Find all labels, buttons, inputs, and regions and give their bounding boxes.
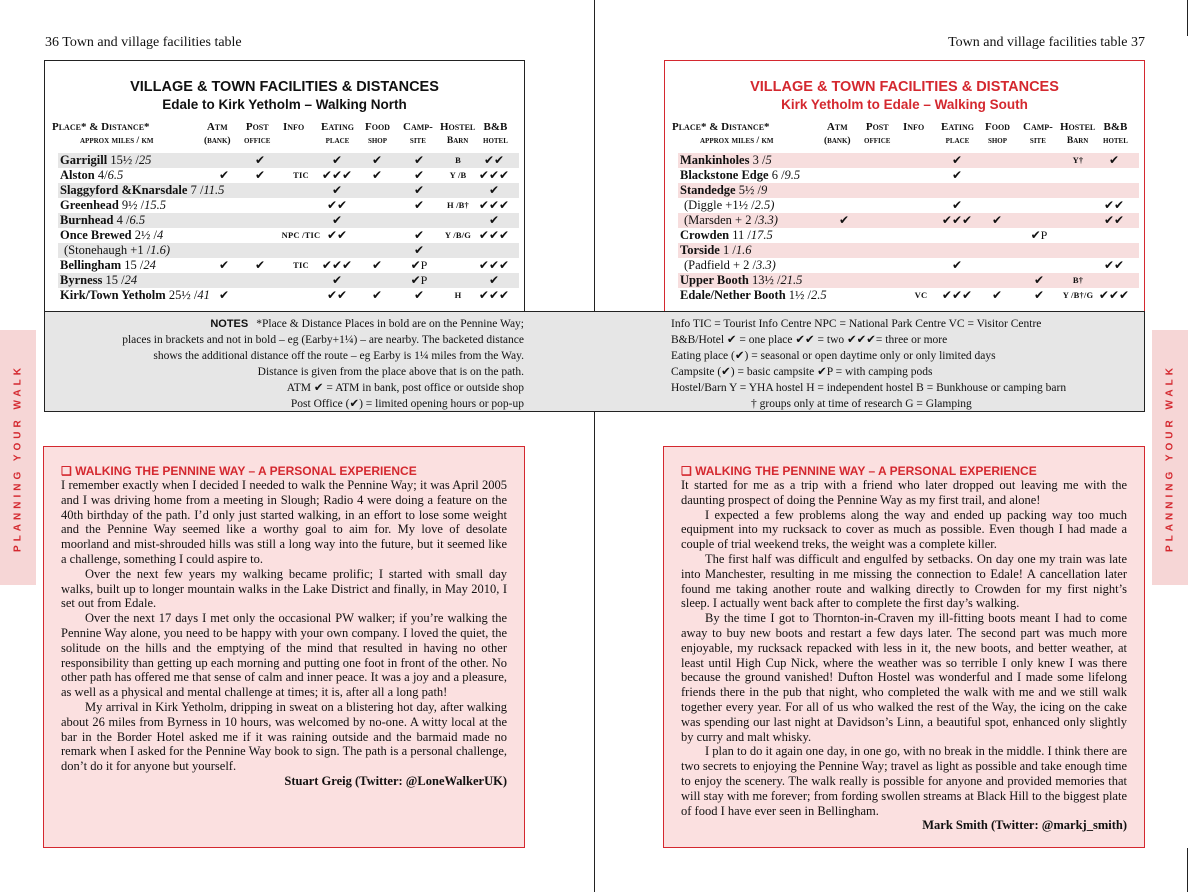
place-name: Edale/Nether Booth bbox=[680, 288, 786, 302]
story-paragraph: The first half was difficult and engulfed by setbacks. On day one my train was late into Manchester, resulting in me missing the connection to Edale! A cancellation later found me taking another route and walking directly to Crowden for my first night’s sleep. I actually went back after to complete the first day’s walking. bbox=[681, 551, 1127, 611]
notes-line: † groups only at time of research G = Glamping bbox=[751, 398, 972, 410]
facility-cell: ✔ bbox=[991, 213, 1003, 227]
header-line: place bbox=[325, 136, 350, 146]
place-cell bbox=[60, 288, 210, 303]
notes-line: Campsite (✔) = basic campsite ✔P = with camping pods bbox=[671, 366, 933, 378]
story-paragraph: I remember exactly when I decided I needed to walk the Pennine Way; it was April 2005 and I was driving home from a meeting in Slough; Radio 4 were doing a feature on the 40th birthday of the path. I’d only just started walking, in an effort to lose some weight and the Pennine Way seemed like a worthy goal to aim for. My love of desolate moorland and mist-shrouded hills was still a long way into the future, but it seemed like a challenge, something I could aspire to. bbox=[61, 478, 507, 566]
table-row bbox=[678, 243, 1139, 258]
table-row bbox=[58, 168, 519, 183]
facility-cell: ✔ bbox=[371, 288, 383, 302]
distance-miles: 15 / bbox=[121, 258, 144, 272]
place-name: Standedge bbox=[680, 183, 736, 197]
place-cell bbox=[680, 153, 772, 168]
distance-miles: 4 / bbox=[113, 213, 130, 227]
notes-line: shows the additional distance off the route – eg Earby is 1¼ miles from the Way. bbox=[153, 350, 524, 362]
facility-cell: Y /B bbox=[449, 170, 467, 180]
header-bnb bbox=[1103, 120, 1128, 148]
header-line: Info bbox=[283, 121, 305, 133]
place-name: Bellingham bbox=[60, 258, 122, 272]
facility-cell: ✔ bbox=[218, 288, 230, 302]
header-line: Atm bbox=[826, 121, 848, 133]
notes-line: Info TIC = Tourist Info Centre NPC = National Park Centre VC = Visitor Centre bbox=[671, 318, 1042, 330]
facility-cell: ✔ bbox=[951, 153, 963, 167]
place-name: Upper Booth bbox=[680, 273, 749, 287]
header-line: Eating bbox=[941, 121, 974, 133]
table-row bbox=[678, 198, 1139, 213]
notes-line: *Place & Distance Places in bold are on the Pennine Way; bbox=[256, 318, 524, 330]
header-camp bbox=[1023, 120, 1053, 148]
distance-km: 41 bbox=[197, 288, 210, 302]
place-name: Kirk/Town Yetholm bbox=[60, 288, 166, 302]
distance-miles: 13½ / bbox=[748, 273, 781, 287]
notes-line: ATM ✔ = ATM in bank, post office or outside shop bbox=[286, 382, 524, 394]
facility-cell: ✔ bbox=[413, 153, 425, 167]
distance-km: 25 bbox=[138, 153, 152, 167]
header-line: site bbox=[409, 136, 426, 146]
facility-cell: ✔✔✔ bbox=[321, 168, 353, 182]
table-row bbox=[58, 198, 519, 213]
table-subtitle: Kirk Yetholm to Edale – Walking South bbox=[781, 97, 1028, 112]
header-post bbox=[864, 120, 890, 148]
header-line: approx miles / km bbox=[80, 136, 154, 146]
place-cell bbox=[684, 213, 778, 228]
facilities-table-north bbox=[44, 60, 525, 312]
distance-miles: 2½ / bbox=[131, 228, 157, 242]
table-row bbox=[58, 153, 519, 168]
facility-cell: ✔ bbox=[838, 213, 850, 227]
table-row bbox=[678, 273, 1139, 288]
facility-cell: ✔ bbox=[488, 273, 500, 287]
header-line: Atm bbox=[206, 121, 228, 133]
distance-km: 17.5 bbox=[750, 228, 773, 242]
facility-cell: ✔ bbox=[254, 168, 266, 182]
header-line: Place* & Distance* bbox=[672, 121, 770, 133]
facility-cell: ✔✔✔ bbox=[478, 198, 510, 212]
place-name: (Stonehaugh +1 / bbox=[64, 243, 151, 257]
facility-cell: ✔P bbox=[1030, 228, 1048, 242]
header-line: B&B bbox=[483, 121, 508, 133]
place-cell bbox=[60, 168, 123, 183]
facility-cell: ✔ bbox=[331, 213, 343, 227]
facility-cell: ✔✔✔ bbox=[321, 258, 353, 272]
header-atm bbox=[824, 120, 851, 148]
story-paragraph: Over the next 17 days I met only the occasional PW walker; if you’re walking the Pennine Way alone, you need to be happy with your own company. I loved the quiet, the solitude on the hills and the emptying of the mind that resulted in having no other responsibility than getting up each morning and putting one foot in front of the other. No other path has offered me that sense of calm and inner peace. It was a joy and a pleasure, as well as a physical and mental challenge at times; it is, after all a long path! bbox=[61, 611, 507, 700]
distance-km: 9 bbox=[760, 183, 768, 197]
distance-km: 15.5 bbox=[144, 198, 167, 212]
story-paragraph: My arrival in Kirk Yetholm, dripping in sweat on a blistering hot day, after walking about 26 miles from Byrness in 10 hours, was welcomed by no-one. A witty local at the bar in the Border Hotel asked me if it was raining outside and the barmaid made no remark when I asked for the Pennine Way book to sign. The path is a personal challenge, don’t do it for anyone but yourself. bbox=[61, 699, 507, 774]
notes-line: Distance is given from the place above that is on the path. bbox=[257, 366, 524, 378]
facility-cell: B† bbox=[1072, 275, 1084, 285]
header-line: site bbox=[1029, 136, 1046, 146]
place-name: Byrness bbox=[60, 273, 103, 287]
distance-miles: 1 / bbox=[719, 243, 736, 257]
place-cell bbox=[60, 258, 156, 273]
story-title: ❏ WALKING THE PENNINE WAY – A PERSONAL EXPERIENCE bbox=[681, 464, 1037, 478]
header-post bbox=[244, 120, 270, 148]
header-line: Barn bbox=[1066, 136, 1089, 146]
table-row bbox=[678, 168, 1139, 183]
place-cell bbox=[684, 258, 776, 273]
table-title: VILLAGE & TOWN FACILITIES & DISTANCES bbox=[130, 79, 439, 95]
notes-panel bbox=[44, 311, 1145, 412]
place-name: (Marsden + 2 / bbox=[684, 213, 759, 227]
distance-km: 21.5 bbox=[780, 273, 803, 287]
running-head-left: 36 Town and village facilities table bbox=[45, 35, 242, 50]
place-cell bbox=[60, 153, 151, 168]
place-cell bbox=[60, 228, 163, 243]
table-row bbox=[58, 183, 519, 198]
facility-cell: Y /B†/G bbox=[1062, 290, 1094, 300]
table-title: VILLAGE & TOWN FACILITIES & DISTANCES bbox=[750, 79, 1059, 95]
facility-cell: ✔✔✔ bbox=[478, 258, 510, 272]
facility-cell: ✔ bbox=[371, 153, 383, 167]
facility-cell: ✔✔✔ bbox=[941, 213, 973, 227]
facility-cell: TIC bbox=[293, 170, 309, 180]
header-eating bbox=[321, 120, 354, 148]
table-row bbox=[678, 228, 1139, 243]
distance-km: 1.6 bbox=[735, 243, 752, 257]
header-bnb bbox=[483, 120, 508, 148]
header-line: Camp- bbox=[1023, 121, 1053, 133]
side-tab-left bbox=[0, 330, 36, 585]
header-camp bbox=[403, 120, 433, 148]
notes-line: places in brackets and not in bold – eg (Earby+1¼) – are nearby. The backeted distance bbox=[122, 334, 524, 346]
place-name: Greenhead bbox=[60, 198, 119, 212]
facility-cell: ✔ bbox=[488, 183, 500, 197]
side-tab-label: PLANNING YOUR WALK bbox=[1164, 363, 1176, 552]
place-name: Blackstone Edge bbox=[680, 168, 769, 182]
story-paragraph: Over the next few years my walking became prolific; I started with small day walks, built up to longer mountain walks in the Lake District and finally, in May 2010, I set out from Edale. bbox=[61, 566, 507, 611]
header-place bbox=[52, 120, 154, 148]
place-name: Mankinholes bbox=[680, 153, 750, 167]
distance-miles: 6 / bbox=[768, 168, 785, 182]
facility-cell: ✔✔ bbox=[1103, 213, 1125, 227]
facility-cell: ✔ bbox=[254, 153, 266, 167]
header-hostel bbox=[440, 120, 475, 148]
facility-cell: ✔✔ bbox=[326, 198, 348, 212]
facility-cell: ✔ bbox=[951, 168, 963, 182]
facility-cell: ✔✔✔ bbox=[478, 168, 510, 182]
place-cell bbox=[680, 243, 751, 258]
facility-cell: ✔ bbox=[331, 273, 343, 287]
header-line: approx miles / km bbox=[700, 136, 774, 146]
table-row bbox=[58, 273, 519, 288]
header-line: place bbox=[945, 136, 970, 146]
notes-left bbox=[45, 316, 524, 412]
place-cell bbox=[680, 288, 827, 303]
place-name: Alston bbox=[60, 168, 95, 182]
table-rows bbox=[678, 153, 1139, 303]
facility-cell: ✔P bbox=[410, 273, 428, 287]
side-tab-label: PLANNING YOUR WALK bbox=[12, 363, 24, 552]
header-line: shop bbox=[367, 136, 387, 146]
notes-line: B&B/Hotel ✔ = one place ✔✔ = two ✔✔✔= three or more bbox=[671, 334, 948, 346]
place-name: Once Brewed bbox=[60, 228, 132, 242]
place-cell bbox=[684, 198, 774, 213]
header-atm bbox=[204, 120, 231, 148]
distance-miles: 15½ / bbox=[107, 153, 139, 167]
header-line: Barn bbox=[446, 136, 469, 146]
header-place bbox=[672, 120, 774, 148]
distance-km: 6.5 bbox=[107, 168, 124, 182]
header-line: Post bbox=[865, 121, 889, 133]
facility-cell: TIC bbox=[293, 260, 309, 270]
place-cell bbox=[64, 243, 170, 258]
facility-cell: ✔ bbox=[413, 288, 425, 302]
facility-cell: ✔ bbox=[371, 168, 383, 182]
story-body bbox=[681, 478, 1127, 833]
facility-cell: ✔ bbox=[413, 198, 425, 212]
header-line: Place* & Distance* bbox=[52, 121, 150, 133]
facility-cell: ✔ bbox=[1033, 273, 1045, 287]
facility-cell: H /B† bbox=[446, 200, 470, 210]
facility-cell: ✔ bbox=[254, 258, 266, 272]
table-row bbox=[58, 243, 519, 258]
table-row bbox=[58, 288, 519, 303]
distance-miles: 9½ / bbox=[118, 198, 145, 212]
header-line: Post bbox=[245, 121, 269, 133]
table-row bbox=[58, 213, 519, 228]
place-name: Garrigill bbox=[60, 153, 108, 167]
place-cell bbox=[60, 273, 137, 288]
place-cell bbox=[680, 168, 800, 183]
header-hostel bbox=[1060, 120, 1095, 148]
notes-title: NOTES bbox=[210, 318, 249, 330]
distance-miles: 7 / bbox=[187, 183, 204, 197]
facility-cell: ✔ bbox=[413, 228, 425, 242]
notes-line: Hostel/Barn Y = YHA hostel H = independent hostel B = Bunkhouse or camping barn bbox=[671, 382, 1067, 394]
facility-cell: ✔✔ bbox=[326, 288, 348, 302]
facility-cell: VC bbox=[914, 290, 928, 300]
story-paragraph: It started for me as a trip with a friend who later dropped out leaving me with the daunting prospect of doing the Pennine Way as my first trail, and alone! bbox=[681, 478, 1127, 507]
header-food bbox=[985, 120, 1010, 148]
facility-cell: ✔ bbox=[331, 183, 343, 197]
place-name: Torside bbox=[680, 243, 720, 257]
distance-km: 5 bbox=[765, 153, 772, 167]
page-edge bbox=[1187, 848, 1188, 892]
distance-km: 6.5 bbox=[129, 213, 146, 227]
notes-right bbox=[671, 316, 1141, 412]
distance-miles: 4/ bbox=[94, 168, 108, 182]
personal-experience-box-right bbox=[663, 446, 1145, 848]
header-eating bbox=[941, 120, 974, 148]
story-signature: Stuart Greig (Twitter: @LoneWalkerUK) bbox=[284, 773, 507, 788]
story-title: ❏ WALKING THE PENNINE WAY – A PERSONAL EXPERIENCE bbox=[61, 464, 417, 478]
story-body bbox=[61, 478, 507, 789]
place-cell bbox=[60, 183, 224, 198]
distance-miles: 3 / bbox=[749, 153, 766, 167]
header-line: hotel bbox=[1103, 136, 1128, 146]
place-cell bbox=[680, 228, 773, 243]
facility-cell: ✔ bbox=[991, 288, 1003, 302]
table-row bbox=[678, 153, 1139, 168]
story-paragraph: By the time I got to Thornton-in-Craven my ill-fitting boots meant I had to come away to buy new boots and restart a few days later. The second part was much more enjoyable, my rucksack repacked with less in it, the new boots, and better weather, at least until High Cup Nick, where the weather was so terrible I only knew I was there because the ground vanished! Dufton Hostel was wonderful and I made some lifelong friends there in the pub that night, who completed the walk with me and we still walk together every year. For all of us who walked the rest of the Way, the icing on the cake was spending our last night at Davidson’s Linn, a beautiful spot, enhanced only slightly by curry and malt whisky. bbox=[681, 611, 1127, 744]
distance-miles: 5½ / bbox=[735, 183, 761, 197]
place-name: Slaggyford &Knarsdale bbox=[60, 183, 188, 197]
running-head-right: Town and village facilities table 37 bbox=[948, 35, 1145, 50]
header-line: Info bbox=[903, 121, 925, 133]
facility-cell: ✔ bbox=[951, 198, 963, 212]
place-cell bbox=[60, 198, 166, 213]
header-food bbox=[365, 120, 390, 148]
header-line: Food bbox=[365, 121, 390, 133]
facility-cell: ✔ bbox=[218, 168, 230, 182]
personal-experience-box-left bbox=[43, 446, 525, 848]
table-row bbox=[58, 258, 519, 273]
facility-cell: Y† bbox=[1072, 155, 1084, 165]
header-info bbox=[283, 120, 304, 134]
header-line: (bank) bbox=[824, 136, 851, 146]
distance-km: 1.6) bbox=[150, 243, 171, 257]
header-line: Food bbox=[985, 121, 1010, 133]
facility-cell: ✔P bbox=[410, 258, 428, 272]
facilities-table-south bbox=[664, 60, 1145, 312]
notes-line: Post Office (✔) = limited opening hours or pop-up bbox=[290, 398, 524, 410]
table-row bbox=[678, 213, 1139, 228]
distance-km: 3.3) bbox=[758, 213, 778, 227]
place-cell bbox=[680, 183, 767, 198]
page-edge bbox=[1187, 0, 1188, 36]
table-row bbox=[678, 258, 1139, 273]
facility-cell: ✔✔ bbox=[1103, 258, 1125, 272]
table-row bbox=[678, 183, 1139, 198]
facility-cell: ✔✔✔ bbox=[1098, 288, 1130, 302]
facility-cell: ✔ bbox=[1033, 288, 1045, 302]
distance-miles: 15 / bbox=[102, 273, 125, 287]
place-name: Burnhead bbox=[60, 213, 114, 227]
place-name: (Diggle +1½ / bbox=[684, 198, 755, 212]
facility-cell: NPC /TIC bbox=[281, 230, 321, 240]
header-line: office bbox=[244, 136, 271, 146]
header-line: shop bbox=[987, 136, 1007, 146]
table-header bbox=[672, 120, 1140, 148]
header-line: Hostel bbox=[1060, 121, 1096, 133]
header-line: hotel bbox=[483, 136, 508, 146]
distance-km: 11.5 bbox=[203, 183, 225, 197]
header-line: Hostel bbox=[440, 121, 476, 133]
facility-cell: ✔ bbox=[331, 153, 343, 167]
header-info bbox=[903, 120, 924, 134]
distance-km: 9.5 bbox=[784, 168, 801, 182]
table-subtitle: Edale to Kirk Yetholm – Walking North bbox=[162, 97, 407, 112]
facility-cell: ✔ bbox=[488, 213, 500, 227]
distance-miles: 11 / bbox=[729, 228, 751, 242]
place-name: (Padfield + 2 / bbox=[684, 258, 756, 272]
distance-miles: 1½ / bbox=[785, 288, 812, 302]
distance-km: 2.5) bbox=[754, 198, 775, 212]
distance-km: 3.3) bbox=[755, 258, 776, 272]
facility-cell: ✔✔✔ bbox=[478, 228, 510, 242]
facility-cell: Y /B/G bbox=[444, 230, 472, 240]
facility-cell: ✔ bbox=[413, 243, 425, 257]
table-rows bbox=[58, 153, 519, 303]
table-row bbox=[58, 228, 519, 243]
facility-cell: ✔ bbox=[413, 168, 425, 182]
header-line: (bank) bbox=[204, 136, 231, 146]
header-line: Camp- bbox=[403, 121, 433, 133]
header-line: Eating bbox=[321, 121, 354, 133]
facility-cell: ✔✔ bbox=[326, 228, 348, 242]
facility-cell: ✔✔✔ bbox=[478, 288, 510, 302]
distance-km: 4 bbox=[157, 228, 164, 242]
distance-km: 2.5 bbox=[811, 288, 827, 302]
facility-cell: ✔ bbox=[371, 258, 383, 272]
facility-cell: H bbox=[454, 290, 462, 300]
facility-cell: ✔ bbox=[1108, 153, 1120, 167]
facility-cell: ✔ bbox=[413, 183, 425, 197]
facility-cell: B bbox=[455, 155, 461, 165]
table-header bbox=[52, 120, 520, 148]
page-gutter bbox=[594, 0, 595, 892]
notes-line: Eating place (✔) = seasonal or open daytime only or only limited days bbox=[671, 350, 996, 362]
facility-cell: ✔✔✔ bbox=[941, 288, 973, 302]
header-line: B&B bbox=[1103, 121, 1128, 133]
distance-miles: 25½ / bbox=[165, 288, 198, 302]
place-cell bbox=[60, 213, 145, 228]
place-cell bbox=[680, 273, 802, 288]
header-line: office bbox=[864, 136, 891, 146]
distance-km: 24 bbox=[143, 258, 156, 272]
story-paragraph: I expected a few problems along the way and ended up packing way too much equipment into my rucksack to cover as much as possible. Even though I had made a couple of trial weekend treks, the weight was a complete killer. bbox=[681, 507, 1127, 552]
table-row bbox=[678, 288, 1139, 303]
story-paragraph: I plan to do it again one day, in one go, with no break in the middle. I think there are two secrets to enjoying the Pennine Way; travel as light as possible and take enough time to enjoy the scenery. The walk really is possible for anyone and provided memories that will stay with me forever; from fording swollen streams at Black Hill to the biggest plate of food I have ever seen in Bellingham. bbox=[681, 744, 1127, 818]
facility-cell: ✔ bbox=[218, 258, 230, 272]
facility-cell: ✔✔ bbox=[483, 153, 505, 167]
facility-cell: ✔ bbox=[951, 258, 963, 272]
facility-cell: ✔✔ bbox=[1103, 198, 1125, 212]
place-name: Crowden bbox=[680, 228, 730, 242]
distance-km: 24 bbox=[124, 273, 138, 287]
side-tab-right bbox=[1152, 330, 1188, 585]
story-signature: Mark Smith (Twitter: @markj_smith) bbox=[922, 818, 1127, 833]
